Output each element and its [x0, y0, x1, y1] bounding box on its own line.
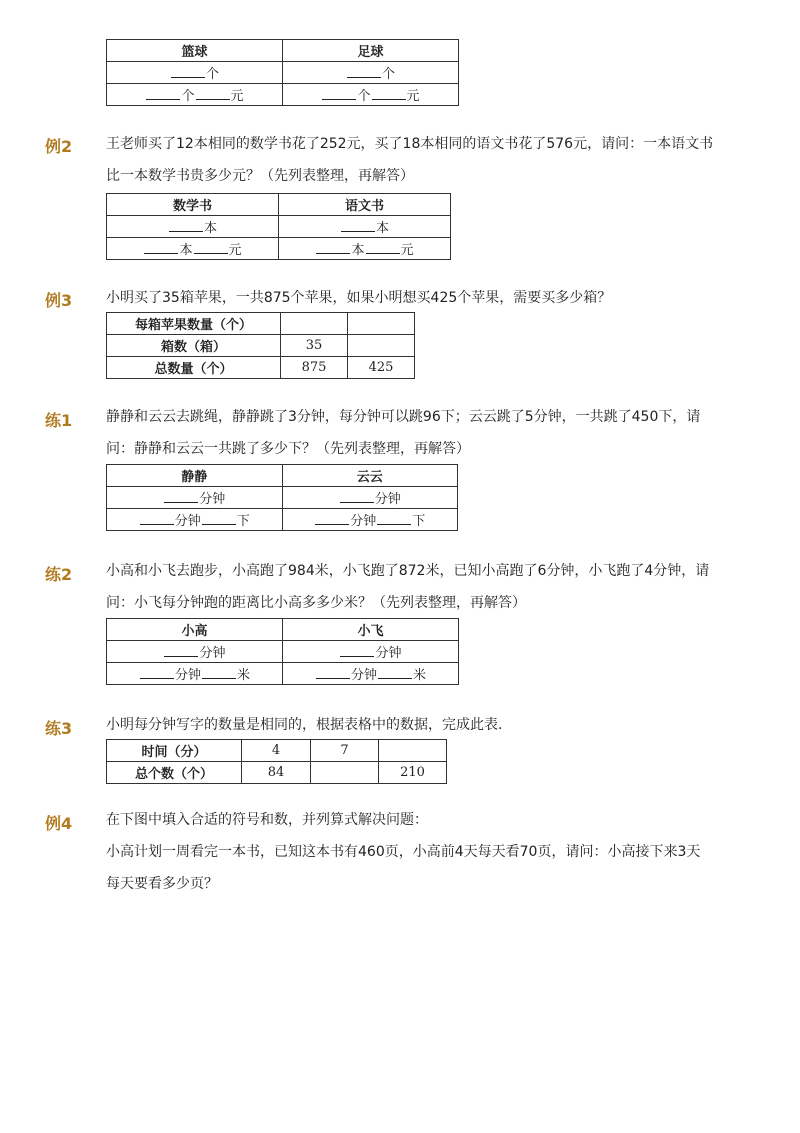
practice-3-tag: 练3 — [45, 719, 73, 738]
practice-2-tag: 练2 — [45, 565, 73, 584]
cell-price-football: 个 元 — [283, 84, 459, 106]
cell-total-1: 875 — [281, 357, 348, 379]
cell-count-3: 210 — [379, 762, 447, 784]
cell-count-basketball: 个 — [107, 62, 283, 84]
blank[interactable] — [146, 87, 180, 100]
cell-minutes-xiaofei: 分钟 — [283, 641, 459, 663]
header-math-book: 数学书 — [107, 194, 279, 216]
example-4-tag: 例4 — [45, 814, 73, 833]
header-football: 足球 — [283, 40, 459, 62]
blank[interactable] — [340, 644, 374, 657]
cell-price-chinese: 本 元 — [279, 238, 451, 260]
header-jingjing: 静静 — [107, 465, 283, 487]
blank[interactable] — [140, 666, 174, 679]
blank[interactable] — [144, 241, 178, 254]
practice-1-tag: 练1 — [45, 411, 73, 430]
table-writing — [106, 739, 447, 784]
cell-time-1: 4 — [242, 740, 311, 762]
table-books — [106, 193, 451, 260]
cell-time-3[interactable] — [379, 740, 447, 762]
blank[interactable] — [202, 666, 236, 679]
cell-jumps-jingjing: 分钟 下 — [107, 509, 283, 531]
example-3-text: 小明买了35箱苹果，一共875个苹果，如果小明想买425个苹果，需要买多少箱？ — [106, 290, 612, 306]
blank[interactable] — [164, 644, 198, 657]
blank[interactable] — [316, 241, 350, 254]
blank[interactable] — [196, 87, 230, 100]
row-label-time: 时间（分） — [107, 740, 242, 762]
example-4-text: 在下图中填入合适的符号和数，并列算式解决问题： 小高计划一周看完一本书，已知这本书有460页，小高前4天每天看70页，请问：小高接下来3天 每天要看多少页？ — [106, 812, 701, 892]
cell-per-box-2[interactable] — [348, 313, 415, 335]
blank[interactable] — [140, 512, 174, 525]
blank[interactable] — [164, 490, 198, 503]
header-basketball: 篮球 — [107, 40, 283, 62]
blank[interactable] — [169, 219, 203, 232]
cell-price-math: 本 元 — [107, 238, 279, 260]
header-xiaogao: 小高 — [107, 619, 283, 641]
blank[interactable] — [340, 490, 374, 503]
blank[interactable] — [202, 512, 236, 525]
example-3-tag: 例3 — [45, 291, 73, 310]
row-label-total: 总数量（个） — [107, 357, 281, 379]
blank[interactable] — [372, 87, 406, 100]
table-apples — [106, 312, 415, 379]
header-chinese-book: 语文书 — [279, 194, 451, 216]
cell-distance-xiaogao: 分钟 米 — [107, 663, 283, 685]
cell-count-chinese: 本 — [279, 216, 451, 238]
cell-total-2: 425 — [348, 357, 415, 379]
practice-1-text: 静静和云云去跳绳，静静跳了3分钟，每分钟可以跳96下；云云跳了5分钟，一共跳了450下，请 问：静静和云云一共跳了多少下？（先列表整理，再解答） — [106, 409, 701, 457]
table-basketball-football — [106, 39, 459, 106]
cell-count-2[interactable] — [311, 762, 379, 784]
blank[interactable] — [171, 65, 205, 78]
cell-per-box-1[interactable] — [281, 313, 348, 335]
row-label-total-count: 总个数（个） — [107, 762, 242, 784]
table-running — [106, 618, 459, 685]
cell-boxes-1: 35 — [281, 335, 348, 357]
blank[interactable] — [194, 241, 228, 254]
header-xiaofei: 小飞 — [283, 619, 459, 641]
table-jump-rope — [106, 464, 458, 531]
blank[interactable] — [322, 87, 356, 100]
header-yunyun: 云云 — [282, 465, 458, 487]
blank[interactable] — [378, 666, 412, 679]
blank[interactable] — [316, 666, 350, 679]
blank[interactable] — [377, 512, 411, 525]
cell-jumps-yunyun: 分钟 下 — [282, 509, 458, 531]
cell-boxes-2[interactable] — [348, 335, 415, 357]
blank[interactable] — [341, 219, 375, 232]
cell-minutes-jingjing: 分钟 — [107, 487, 283, 509]
row-label-boxes: 箱数（箱） — [107, 335, 281, 357]
practice-2-text: 小高和小飞去跑步，小高跑了984米，小飞跑了872米，已知小高跑了6分钟，小飞跑了4分钟，请 问：小飞每分钟跑的距离比小高多多少米？（先列表整理，再解答） — [106, 563, 710, 611]
blank[interactable] — [315, 512, 349, 525]
example-2-tag: 例2 — [45, 137, 73, 156]
cell-minutes-xiaogao: 分钟 — [107, 641, 283, 663]
cell-distance-xiaofei: 分钟 米 — [283, 663, 459, 685]
cell-count-1: 84 — [242, 762, 311, 784]
blank[interactable] — [347, 65, 381, 78]
blank[interactable] — [366, 241, 400, 254]
cell-minutes-yunyun: 分钟 — [282, 487, 458, 509]
example-2-text: 王老师买了12本相同的数学书花了252元，买了18本相同的语文书花了576元，请问：一本语文书 比一本数学书贵多少元？（先列表整理，再解答） — [106, 136, 714, 184]
cell-count-football: 个 — [283, 62, 459, 84]
cell-time-2: 7 — [311, 740, 379, 762]
row-label-per-box: 每箱苹果数量（个） — [107, 313, 281, 335]
practice-3-text: 小明每分钟写字的数量是相同的，根据表格中的数据，完成此表. — [106, 717, 503, 733]
cell-price-basketball: 个 元 — [107, 84, 283, 106]
cell-count-math: 本 — [107, 216, 279, 238]
